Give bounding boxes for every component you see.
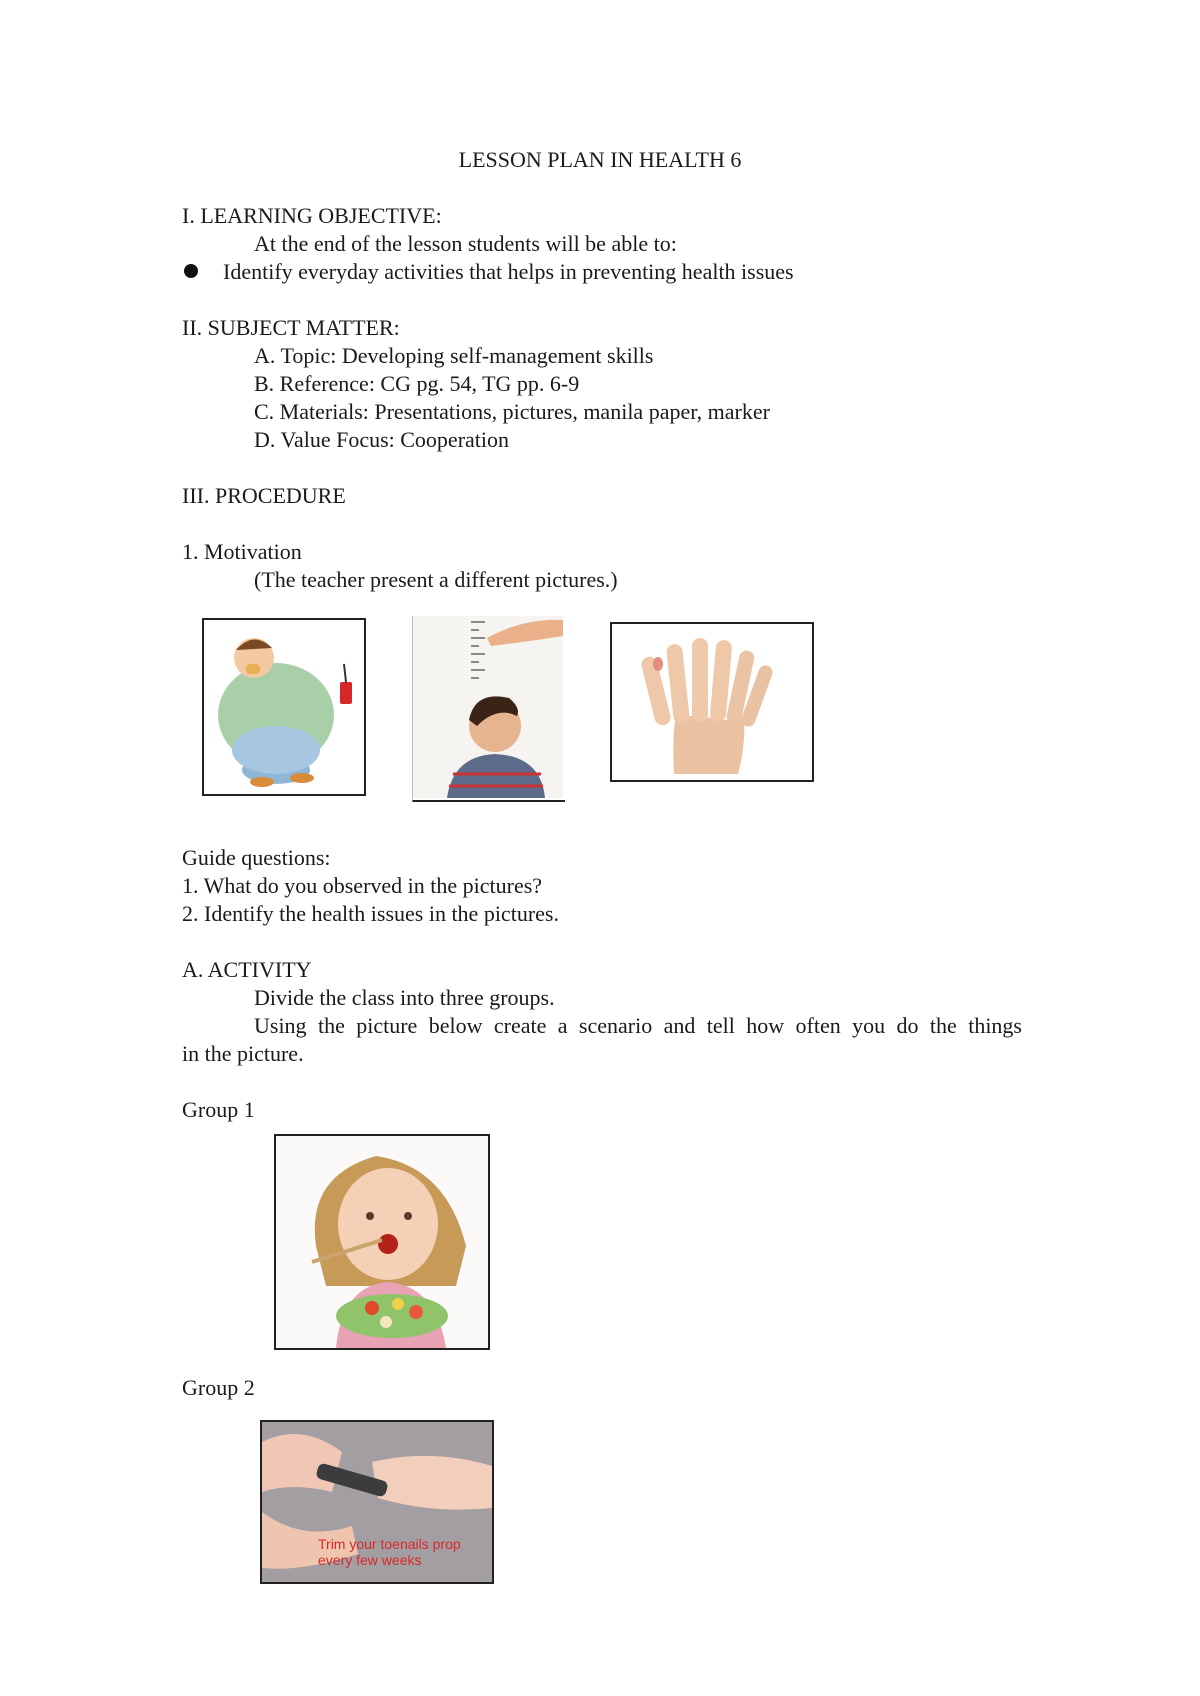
guide-question-2: 2. Identify the health issues in the pictures. <box>182 901 559 926</box>
guide-question-1: 1. What do you observed in the pictures? <box>182 873 543 898</box>
subject-item-topic: A. Topic: Developing self-management skills <box>254 343 654 368</box>
child-height-picture <box>412 616 565 802</box>
activity-heading: A. ACTIVITY <box>182 957 312 982</box>
page-title: LESSON PLAN IN HEALTH 6 <box>458 147 742 172</box>
activity-line-3: in the picture. <box>182 1041 304 1066</box>
girl-eating-icon <box>276 1136 488 1348</box>
guide-questions-heading: Guide questions: <box>182 845 331 870</box>
activity-line-2: Using the picture below create a scenario and tell how often you do the things <box>254 1013 1022 1038</box>
hand-icon <box>612 624 812 780</box>
objective-intro: At the end of the lesson students will be able to: <box>254 231 677 256</box>
child-height-icon <box>413 616 563 798</box>
subject-item-value-focus: D. Value Focus: Cooperation <box>254 427 510 452</box>
subject-item-materials: C. Materials: Presentations, pictures, manila paper, marker <box>254 399 770 424</box>
objective-heading: I. LEARNING OBJECTIVE: <box>182 203 442 228</box>
toenail-caption-line-2: every few weeks <box>318 1552 422 1568</box>
overweight-person-icon <box>204 620 364 794</box>
group-2-label: Group 2 <box>182 1375 255 1400</box>
girl-eating-picture <box>274 1134 490 1350</box>
toenail-trimming-picture <box>260 1420 494 1584</box>
motivation-note: (The teacher present a different pictures.) <box>254 567 618 592</box>
subject-item-reference: B. Reference: CG pg. 54, TG pp. 6-9 <box>254 371 580 396</box>
group-1-label: Group 1 <box>182 1097 255 1122</box>
bullet-icon <box>184 264 198 278</box>
hand-picture <box>610 622 814 782</box>
motivation-heading: 1. Motivation <box>182 539 302 564</box>
procedure-heading: III. PROCEDURE <box>182 483 346 508</box>
overweight-person-picture <box>202 618 366 796</box>
objective-bullet: Identify everyday activities that helps in preventing health issues <box>223 259 794 284</box>
toenail-caption-line-1: Trim your toenails prop <box>318 1536 461 1552</box>
activity-line-1: Divide the class into three groups. <box>254 985 555 1010</box>
subject-matter-heading: II. SUBJECT MATTER: <box>182 315 400 340</box>
